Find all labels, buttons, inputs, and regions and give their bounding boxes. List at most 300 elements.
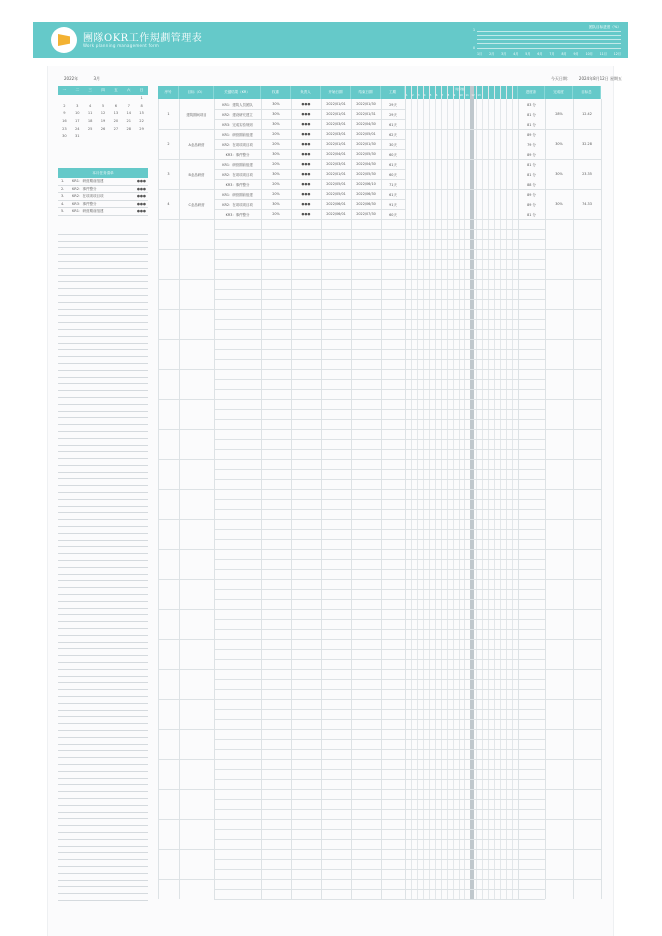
kr-completion: 79 分 — [527, 142, 536, 147]
empty-row-divider — [158, 429, 601, 430]
column-divider — [214, 99, 215, 899]
mini-chart-y-bottom: 0 — [473, 46, 476, 50]
kr-name: KR1：研营期前组建 — [222, 132, 253, 137]
column-divider — [405, 99, 406, 899]
calendar-day[interactable]: 21 — [126, 119, 132, 124]
blank-line — [58, 779, 148, 786]
calendar-day[interactable]: 24 — [75, 126, 80, 131]
group-objective: A业品研营 — [188, 142, 205, 147]
blank-line — [58, 833, 148, 840]
kr-start-date: 2022/03/01 — [326, 132, 346, 136]
empty-row-divider — [214, 349, 545, 350]
empty-row-divider — [214, 799, 545, 800]
blank-line — [58, 874, 148, 881]
gantt-day-column — [506, 86, 507, 899]
empty-row-divider — [214, 259, 545, 260]
blank-line — [58, 860, 148, 867]
kr-name: KR1：建筑人员团队 — [222, 102, 253, 107]
header-no: 序号 — [158, 86, 179, 99]
empty-row-divider — [158, 519, 601, 520]
empty-row-divider — [214, 709, 545, 710]
empty-row-divider — [214, 719, 545, 720]
calendar-weekday: 四 — [101, 88, 105, 92]
group-number: 3 — [167, 172, 170, 176]
calendar-day — [109, 95, 122, 103]
kr-completion: 89 分 — [527, 202, 536, 207]
calendar-weekday: 二 — [75, 88, 80, 92]
empty-row-divider — [214, 749, 545, 750]
calendar-day[interactable]: 14 — [126, 111, 132, 116]
kr-end-date: 2022/04/30 — [356, 122, 376, 126]
blank-line — [58, 303, 148, 310]
calendar-day[interactable]: 30 — [62, 134, 67, 139]
kr-completion: 81 分 — [527, 122, 536, 127]
kr-end-date: 2022/05/01 — [356, 132, 376, 136]
empty-row-divider — [158, 609, 601, 610]
blank-line — [58, 663, 148, 670]
calendar-weekday: 六 — [126, 88, 131, 92]
gantt-title: 时间轴 — [455, 87, 465, 91]
gantt-today-column — [470, 86, 474, 899]
task-text: KR3：事件整分 — [72, 201, 97, 206]
header-key-result: 关键结果（KR） — [214, 86, 261, 99]
gantt-day-column — [435, 86, 436, 899]
task-list-title: 本月任务清单 — [58, 168, 148, 178]
mini-chart-month-label: 1月 — [477, 52, 483, 56]
blank-line — [58, 507, 148, 514]
kr-completion: 81 分 — [527, 172, 536, 177]
blank-line — [58, 609, 148, 616]
gantt-day-column — [488, 86, 489, 899]
gantt-day-number: 12 — [471, 94, 475, 97]
empty-row-divider — [214, 589, 545, 590]
calendar-day[interactable]: 4 — [89, 103, 92, 108]
calendar-day — [97, 133, 110, 141]
calendar-day[interactable]: 22 — [139, 119, 144, 124]
blank-line — [58, 690, 148, 697]
gantt-day-column — [423, 86, 424, 899]
empty-row-divider — [214, 779, 545, 780]
blank-line — [58, 466, 148, 473]
column-divider — [321, 99, 322, 899]
kr-end-date: 2022/01/30 — [356, 102, 376, 106]
empty-row-divider — [158, 459, 601, 460]
calendar-day — [122, 133, 135, 141]
blank-line — [58, 479, 148, 486]
column-divider — [179, 99, 180, 899]
blank-line — [58, 840, 148, 847]
empty-row-divider — [214, 509, 545, 510]
blank-line — [58, 792, 148, 799]
kr-name: KR1：研营期前组建 — [222, 162, 253, 167]
blank-line — [58, 697, 148, 704]
calendar-day — [84, 133, 97, 141]
calendar-day[interactable]: 2 — [63, 103, 66, 108]
header-start-date: 开始日期 — [321, 86, 351, 99]
blank-line — [58, 486, 148, 493]
blank-line — [58, 826, 148, 833]
calendar-day[interactable]: 15 — [139, 111, 144, 116]
kr-completion: 81 分 — [527, 112, 536, 117]
kr-end-date: 2022/06/30 — [356, 192, 376, 196]
kr-owner: ●●● — [301, 192, 311, 196]
empty-row-divider — [214, 359, 545, 360]
empty-row-divider — [158, 399, 601, 400]
empty-row-divider — [214, 829, 545, 830]
header-completion: 完成度 — [545, 86, 573, 99]
empty-row-divider — [214, 269, 545, 270]
blank-line — [58, 867, 148, 874]
empty-row-divider — [214, 859, 545, 860]
blank-line — [58, 656, 148, 663]
empty-row-divider — [214, 409, 545, 410]
kr-name: KR3：事件整分 — [225, 212, 250, 217]
calendar-day[interactable]: 7 — [127, 103, 130, 108]
gantt-day-column — [441, 86, 442, 899]
blank-line — [58, 357, 148, 364]
calendar-day — [135, 133, 148, 141]
gantt-day-number: 10 — [459, 94, 463, 97]
kr-weight: 30% — [272, 202, 280, 206]
mini-chart-month-label: 9月 — [573, 52, 579, 56]
group-weight-total: 30% — [555, 202, 563, 206]
kr-weight: 30% — [272, 152, 280, 156]
kr-duration: 30天 — [389, 142, 397, 147]
blank-line — [58, 446, 148, 453]
empty-row-divider — [158, 339, 601, 340]
blank-line — [58, 439, 148, 446]
kr-end-date: 2022/01/30 — [356, 142, 376, 146]
header-banner — [33, 22, 628, 58]
calendar-day[interactable]: 5 — [101, 103, 105, 108]
kr-weight: 30% — [272, 102, 280, 106]
kr-name: KR2：在项项项目项 — [222, 202, 253, 207]
calendar-day — [84, 95, 97, 103]
gantt-day-number: 8 — [447, 94, 450, 97]
empty-row-divider — [214, 629, 545, 630]
month-calendar — [58, 86, 148, 141]
kr-weight: 20% — [272, 162, 280, 166]
blank-line — [58, 337, 148, 344]
kr-duration: 29天 — [389, 112, 397, 117]
calendar-day[interactable]: 13 — [113, 111, 119, 116]
gantt-day-number: 11 — [465, 94, 469, 97]
gantt-day-column — [417, 86, 418, 899]
year-label: 2022年 — [64, 76, 79, 81]
task-list-item[interactable] — [58, 193, 148, 201]
kr-owner: ●●● — [301, 202, 311, 206]
gantt-day-column — [500, 86, 501, 899]
mini-chart-month-label: 3月 — [501, 52, 507, 56]
empty-row-divider — [214, 769, 545, 770]
blank-line — [58, 785, 148, 792]
calendar-week-row — [58, 118, 148, 126]
kr-name: KR3：事件整分 — [225, 152, 250, 157]
blank-line — [58, 350, 148, 357]
blank-line — [58, 670, 148, 677]
gantt-day-number: 13 — [477, 94, 481, 97]
empty-row-divider — [214, 899, 545, 900]
gantt-day-number: 3 — [417, 94, 420, 97]
calendar-week-row — [58, 110, 148, 118]
header-weight: 权重 — [261, 86, 291, 99]
kr-start-date: 2022/03/01 — [326, 122, 346, 126]
group-score: 74.33 — [582, 202, 592, 206]
empty-row-divider — [214, 449, 545, 450]
task-number: 2. — [61, 186, 65, 191]
gantt-day-number: 5 — [429, 94, 432, 97]
blank-line — [58, 731, 148, 738]
empty-row-divider — [158, 819, 601, 820]
blank-line — [58, 262, 148, 269]
calendar-weekday: 日 — [139, 88, 144, 92]
today-date: 2024年8月12日 星期五 — [578, 76, 622, 81]
kr-owner: ●●● — [301, 102, 311, 106]
task-text: KR2：事件整分 — [72, 186, 97, 191]
task-list-item[interactable] — [58, 178, 148, 186]
empty-row-divider — [214, 599, 545, 600]
task-list-item[interactable] — [58, 208, 148, 216]
kr-owner: ●●● — [301, 142, 311, 146]
empty-row-divider — [214, 499, 545, 500]
header-total: 目标总 — [573, 86, 601, 99]
mini-chart-month-label: 11月 — [599, 52, 607, 56]
kr-end-date: 2022/04/30 — [356, 162, 376, 166]
monthly-task-list — [58, 168, 148, 216]
kr-weight: 20% — [272, 212, 280, 216]
empty-row-divider — [214, 229, 545, 230]
calendar-day[interactable]: 3 — [76, 103, 79, 108]
blank-line — [58, 765, 148, 772]
kr-duration: 62天 — [389, 132, 397, 137]
empty-row-divider — [214, 239, 545, 240]
calendar-day[interactable]: 6 — [114, 103, 118, 108]
kr-completion: 81 分 — [527, 162, 536, 167]
kr-duration: 60天 — [389, 152, 397, 157]
calendar-weekday-header — [58, 86, 148, 95]
kr-start-date: 2022/01/01 — [326, 172, 346, 176]
calendar-week-row — [58, 126, 148, 134]
empty-row-divider — [158, 279, 601, 280]
calendar-day[interactable]: 31 — [75, 134, 80, 139]
empty-row-divider — [214, 659, 545, 660]
empty-row-divider — [214, 619, 545, 620]
empty-row-divider — [214, 689, 545, 690]
kr-start-date: 2022/03/01 — [326, 162, 346, 166]
column-divider — [518, 99, 519, 899]
calendar-day[interactable]: 25 — [87, 126, 93, 131]
calendar-day[interactable]: 29 — [139, 126, 144, 131]
empty-row-divider — [214, 299, 545, 300]
calendar-day[interactable]: 19 — [100, 119, 106, 124]
calendar-day — [122, 95, 135, 103]
gantt-day-number: 7 — [441, 94, 444, 97]
gantt-day-number: 2 — [411, 94, 414, 97]
kr-name: KR1：研营期前组建 — [222, 192, 253, 197]
empty-row-divider — [158, 489, 601, 490]
group-score: 12.42 — [582, 112, 592, 116]
blank-line — [58, 799, 148, 806]
empty-row-divider — [158, 729, 601, 730]
kr-end-date: 2022/05/30 — [356, 152, 376, 156]
kr-completion: 89 分 — [527, 192, 536, 197]
blank-line — [58, 622, 148, 629]
kr-start-date: 2022/06/01 — [326, 202, 346, 206]
kr-completion: 89 分 — [527, 152, 536, 157]
blank-line — [58, 269, 148, 276]
blank-line — [58, 772, 148, 779]
blank-line — [58, 310, 148, 317]
blank-line — [58, 813, 148, 820]
mini-chart-month-label: 4月 — [513, 52, 519, 56]
kr-end-date: 2022/01/31 — [356, 112, 376, 116]
blank-line — [58, 344, 148, 351]
header-end-date: 结束日期 — [351, 86, 381, 99]
blank-line — [58, 636, 148, 643]
kr-weight: 20% — [272, 182, 280, 186]
calendar-day[interactable]: 9 — [63, 111, 66, 116]
kr-start-date: 2022/01/01 — [326, 102, 346, 106]
kr-owner: ●●● — [301, 152, 311, 156]
kr-start-date: 2022/01/01 — [326, 142, 346, 146]
year-month-selector[interactable] — [64, 76, 114, 82]
blank-line — [58, 452, 148, 459]
blank-line — [58, 500, 148, 507]
task-number: 4. — [61, 201, 65, 206]
empty-row-divider — [158, 579, 601, 580]
calendar-day[interactable]: 23 — [62, 126, 67, 131]
calendar-day[interactable]: 26 — [100, 126, 106, 131]
calendar-day[interactable]: 17 — [75, 119, 80, 124]
calendar-day[interactable]: 20 — [113, 119, 119, 124]
gantt-day-number: 4 — [423, 94, 426, 97]
blank-line — [58, 588, 148, 595]
gantt-day-column — [453, 86, 454, 899]
task-list-blank-lines — [58, 228, 148, 901]
calendar-day[interactable]: 18 — [87, 119, 93, 124]
kr-start-date: 2022/01/01 — [326, 112, 346, 116]
group-number: 4 — [167, 202, 170, 206]
calendar-weekday: 三 — [88, 88, 92, 92]
kr-duration: 71天 — [389, 182, 397, 187]
header-progress: 进度条 — [518, 86, 545, 99]
kr-name: KR2：在项项项目项 — [222, 172, 253, 177]
empty-row-divider — [158, 249, 601, 250]
blank-line — [58, 276, 148, 283]
blank-line — [58, 364, 148, 371]
task-list-item[interactable] — [58, 201, 148, 209]
kr-name: KR3：完成实验规则 — [222, 122, 253, 127]
empty-row-divider — [214, 379, 545, 380]
column-divider — [601, 99, 602, 899]
calendar-day[interactable]: 16 — [62, 119, 67, 124]
mini-chart-y-top: 1 — [473, 28, 476, 32]
group-number: 2 — [167, 142, 170, 146]
kr-name: KR2：在项项项目项 — [222, 142, 253, 147]
kr-weight: 20% — [272, 142, 280, 146]
task-number: 1. — [61, 179, 65, 183]
calendar-day — [97, 95, 110, 103]
calendar-day — [58, 95, 71, 103]
blank-line — [58, 649, 148, 656]
empty-row-divider — [158, 849, 601, 850]
empty-row-divider — [214, 419, 545, 420]
header-duration: 工期 — [381, 86, 405, 99]
mini-chart-month-label: 10月 — [585, 52, 593, 56]
mini-chart-title: 团队目标进度（%） — [588, 25, 621, 29]
blank-line — [58, 255, 148, 262]
blank-line — [58, 228, 148, 235]
kr-completion: 89 分 — [527, 132, 536, 137]
empty-row-divider — [214, 529, 545, 530]
calendar-day[interactable]: 1 — [140, 96, 143, 100]
blank-line — [58, 881, 148, 888]
gantt-day-number: 9 — [453, 94, 456, 97]
blank-line — [58, 751, 148, 758]
task-status: ●●● — [136, 209, 146, 213]
blank-line — [58, 242, 148, 249]
group-objective: B业品研营 — [188, 172, 205, 177]
task-list-body — [58, 178, 148, 216]
header-owner: 负责人 — [291, 86, 321, 99]
blank-line — [58, 561, 148, 568]
kr-duration: 60天 — [389, 172, 397, 177]
blank-line — [58, 235, 148, 242]
calendar-day[interactable]: 27 — [113, 126, 119, 131]
kr-start-date: 2022/05/01 — [326, 192, 346, 196]
calendar-day[interactable]: 12 — [100, 111, 106, 116]
empty-row-divider — [214, 569, 545, 570]
column-divider — [351, 99, 352, 899]
blank-line — [58, 643, 148, 650]
kr-completion: 88 分 — [527, 182, 536, 187]
kr-weight: 30% — [272, 122, 280, 126]
blank-line — [58, 418, 148, 425]
empty-row-divider — [214, 319, 545, 320]
blank-line — [58, 704, 148, 711]
kr-name: KR2：建设研究建立 — [222, 112, 253, 117]
blank-line — [58, 330, 148, 337]
empty-row-divider — [214, 439, 545, 440]
blank-line — [58, 289, 148, 296]
mini-chart-month-label: 2月 — [489, 52, 495, 56]
calendar-day[interactable]: 8 — [140, 103, 143, 108]
task-list-item[interactable] — [58, 186, 148, 194]
blank-line — [58, 520, 148, 527]
page-title: 團隊OKR工作規劃管理表 — [83, 33, 203, 44]
blank-line — [58, 282, 148, 289]
gantt-day-column — [411, 86, 412, 899]
task-status: ●●● — [136, 186, 146, 191]
mini-chart-month-label: 7月 — [549, 52, 555, 56]
empty-row-divider — [158, 669, 601, 670]
kr-owner: ●●● — [301, 112, 311, 116]
task-status: ●●● — [136, 201, 146, 206]
empty-row-divider — [158, 759, 601, 760]
mini-chart-month-label: 5月 — [525, 52, 531, 56]
calendar-day[interactable]: 28 — [126, 126, 132, 131]
kr-owner: ●●● — [301, 212, 311, 216]
blank-line — [58, 806, 148, 813]
kr-end-date: 2022/06/10 — [356, 182, 376, 186]
gantt-day-number: 6 — [435, 94, 438, 97]
calendar-day[interactable]: 11 — [87, 111, 93, 116]
blank-line — [58, 405, 148, 412]
gantt-day-column — [494, 86, 495, 899]
empty-row-divider — [214, 809, 545, 810]
kr-duration: 61天 — [389, 192, 397, 197]
calendar-day[interactable]: 10 — [75, 111, 80, 116]
